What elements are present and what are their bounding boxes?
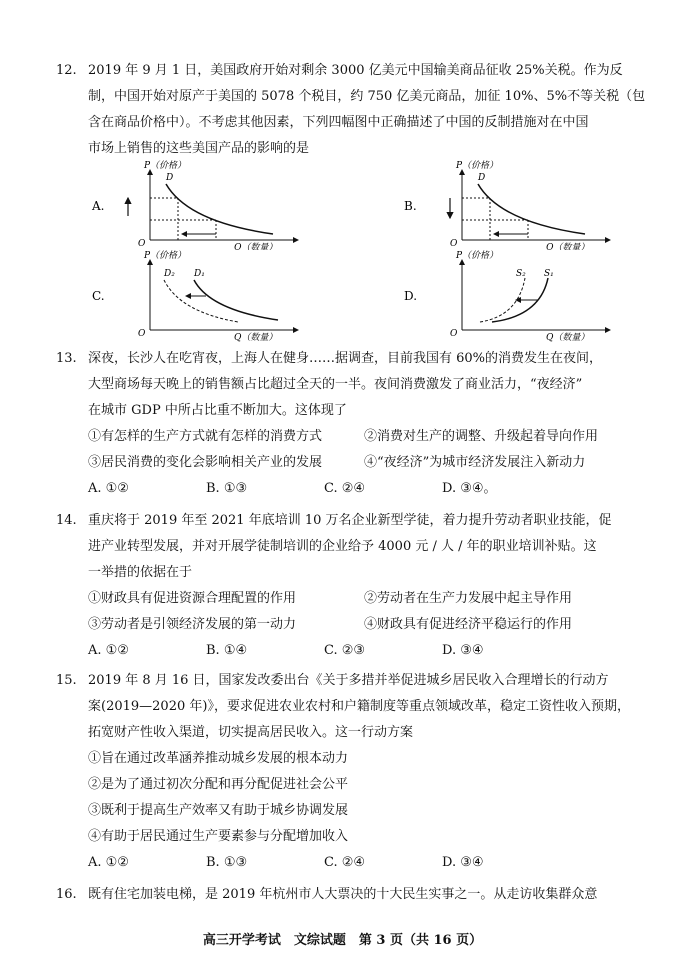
question-text-line: 深夜，长沙人在吃宵夜，上海人在健身……据调查，目前我国有 60%的消费发生在夜间，: [88, 351, 603, 366]
demand-curve: [478, 184, 585, 234]
origin-label: O: [138, 239, 146, 249]
statement-4: ④财政具有促进经济平稳运行的作用: [364, 617, 573, 632]
question-text-line: 市场上销售的这些美国产品的影响的是: [88, 141, 310, 156]
q-axis-label: Q（数量）: [546, 333, 590, 342]
question-text-line: 进产业转型发展，并对开展学徒制培训的企业给予 4000 元 / 人 / 年的职业培训补贴。这: [88, 539, 597, 554]
statement-1: ①有怎样的生产方式就有怎样的消费方式: [88, 429, 323, 444]
statement-3: ③劳动者是引领经济发展的第一动力: [88, 617, 297, 632]
question-text-line: 2019 年 9 月 1 日，美国政府开始对剩余 3000 亿美元中国输美商品征收 25%关税。作为反: [88, 63, 623, 78]
option-a[interactable]: A. ①②: [88, 855, 129, 870]
demand-curve-d2: [164, 280, 238, 322]
option-c[interactable]: C. ②④: [324, 481, 366, 496]
answer-options: [56, 850, 646, 876]
figure-c: [88, 250, 318, 346]
statement-2: ②消费对生产的调整、升级起着导向作用: [364, 429, 599, 444]
option-d[interactable]: D. ③④。: [442, 481, 497, 496]
question-13: [56, 346, 646, 502]
curve-label: D: [166, 173, 174, 183]
figure-b: [400, 160, 630, 254]
option-label: D.: [404, 289, 418, 303]
statement-1: ①旨在通过改革涵养推动城乡发展的根本动力: [88, 751, 349, 766]
figure-a: [88, 160, 318, 254]
question-text-line: 一举措的依据在于: [88, 565, 193, 580]
question-number: 14.: [56, 513, 77, 528]
question-text-line: 案(2019—2020 年)》，要求促进农业农村和户籍制度等重点领域改革，稳定工资性收入预期，: [88, 699, 630, 714]
question-15: [56, 668, 646, 876]
p-axis-label: P（价格）: [144, 251, 187, 261]
question-text-line: 含在商品价格中）。不考虑其他因素，下列四幅图中正确描述了中国的反制措施对在中国: [88, 115, 589, 130]
question-text-line: 在城市 GDP 中所占比重不断加大。这体现了: [88, 403, 347, 418]
p-axis-label: P（价格）: [456, 251, 499, 261]
figure-b-graph: [400, 160, 630, 250]
question-text-line: 重庆将于 2019 年至 2021 年底培训 10 万名企业新型学徒，着力提升劳动者职业技能，促: [88, 513, 612, 528]
answer-options: [56, 638, 646, 664]
statement-4: ④“夜经济”为城市经济发展注入新动力: [364, 455, 586, 470]
q-axis-label: Q（数量）: [234, 333, 278, 342]
curve-label: S₂: [516, 269, 526, 279]
demand-curve: [166, 184, 273, 234]
option-b[interactable]: B. ①③: [206, 855, 248, 870]
question-text-line: 制，中国开始对原产于美国的 5078 个税目，约 750 亿美元商品，加征 10%、5%不等关税（包: [88, 89, 646, 104]
figure-a-graph: [88, 160, 318, 250]
page-footer: 高三开学考试 文综试题 第 3 页（共 16 页）: [202, 933, 483, 948]
p-axis-label: P（价格）: [456, 161, 499, 171]
option-a[interactable]: A. ①②: [88, 481, 129, 496]
option-label: A.: [92, 199, 105, 213]
curve-label: D: [478, 173, 486, 183]
option-b[interactable]: B. ①④: [206, 643, 248, 658]
q-axis-label: Q（数量）: [234, 243, 278, 250]
option-a[interactable]: A. ①②: [88, 643, 129, 658]
question-16: [56, 882, 646, 908]
statement-1: ①财政具有促进资源合理配置的作用: [88, 591, 297, 606]
figure-d: [400, 250, 630, 346]
origin-label: O: [450, 239, 458, 249]
figure-d-graph: [400, 250, 630, 342]
question-text-line: 大型商场每天晚上的销售额占比超过全天的一半。夜间消费激发了商业活力，“夜经济”: [88, 377, 583, 392]
origin-label: O: [138, 329, 146, 339]
option-d[interactable]: D. ③④: [442, 855, 484, 870]
statement-3: ③既利于提高生产效率又有助于城乡协调发展: [88, 803, 349, 818]
origin-label: O: [450, 329, 458, 339]
option-b[interactable]: B. ①③: [206, 481, 248, 496]
option-label: B.: [404, 199, 417, 213]
statement-2: ②是为了通过初次分配和再分配促进社会公平: [88, 777, 349, 792]
question-text-line: 拓宽财产性收入渠道，切实提高居民收入。这一行动方案: [88, 725, 414, 740]
curve-label: D₂: [164, 269, 175, 279]
question-number: 16.: [56, 887, 77, 902]
option-c[interactable]: C. ②④: [324, 855, 366, 870]
question-number: 15.: [56, 673, 77, 688]
question-number: 13.: [56, 351, 77, 366]
option-d[interactable]: D. ③④: [442, 643, 484, 658]
question-text-line: 2019 年 8 月 16 日，国家发改委出台《关于多措并举促进城乡居民收入合理增长的行动方: [88, 673, 609, 688]
question-text-line: 既有住宅加装电梯，是 2019 年杭州市人大票决的十大民生实事之一。从走访收集群众意: [88, 887, 598, 902]
answer-options: [56, 476, 646, 502]
option-c[interactable]: C. ②③: [324, 643, 366, 658]
figure-c-graph: [88, 250, 318, 342]
statement-2: ②劳动者在生产力发展中起主导作用: [364, 591, 573, 606]
question-12: [56, 58, 646, 162]
q-axis-label: Q（数量）: [546, 243, 590, 250]
option-label: C.: [92, 289, 105, 303]
statement-4: ④有助于居民通过生产要素参与分配增加收入: [88, 829, 349, 844]
question-number: 12.: [56, 63, 77, 78]
statement-3: ③居民消费的变化会影响相关产业的发展: [88, 455, 323, 470]
p-axis-label: P（价格）: [144, 161, 187, 171]
curve-label: D₁: [194, 269, 205, 279]
question-14: [56, 508, 646, 664]
curve-label: S₁: [544, 269, 554, 279]
